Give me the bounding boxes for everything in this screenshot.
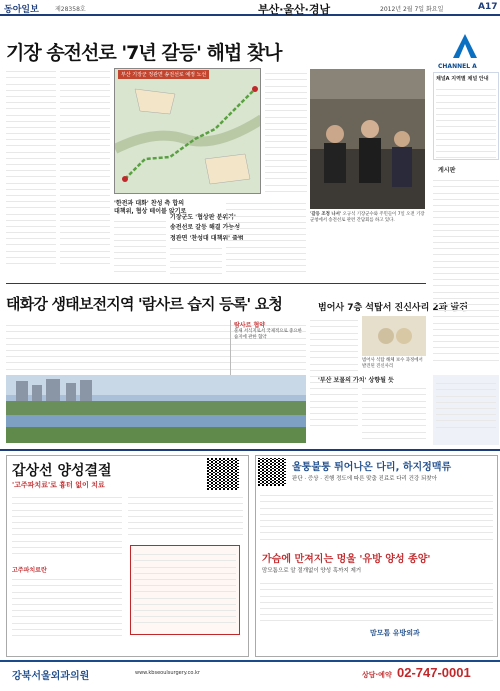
issue-date: 2012년 2월 7일 화요일 [380,6,444,13]
newspaper-logo: 동아일보 [4,5,39,15]
article1-subhead-4: 송전선로 갈등 해결 가능성 [170,224,241,231]
contact-box [433,375,499,445]
article1-subhead-5: 정관면 '찬성대 대책위' 출범 [170,235,244,242]
sarira-photo [362,316,426,356]
meeting-photo [310,69,425,209]
qr-code-left[interactable] [207,458,239,490]
article1-column-6 [265,68,307,193]
article1-subhead-1: '한전과 대화' 찬성 측 합의 [114,200,184,207]
divider-1 [6,283,426,284]
thyroid-subheadline: '고주파치료'로 흉터 없이 치료 [12,481,105,489]
breast-headline: 가슴에 만져지는 멍울 '유방 양성 종양' [262,554,431,565]
article1-subhead-2: 대책위, 협상 테이블 앉기로 [114,208,187,215]
thyroid-body-3 [128,492,243,542]
ad-divider [0,449,500,451]
mammotome-clinic: 맘모톰 유방외과 [370,629,420,637]
rfa-callout: 고주파치료란 [12,567,47,574]
hospital-name: 강북서울외과의원 [12,671,90,682]
section-title: 부산·울산·경남 [258,3,331,16]
notice-board-title: 게시판 [438,167,456,174]
headline-taehwa: 태화강 생태보전지역 '람사르 습지 등록' 요청 [6,295,283,313]
photo-caption-text: 오규석 기장군수와 주민들이 7일 오전 기장군청에서 송전선로 관련 간담회를 하고 있다. [310,212,425,223]
breast-subline: 맘모톰으로 알 절개없이 양성 혹까지 제거 [262,568,362,574]
headline-beomeosa: 범어사 7층 석탑서 진신사리 2과 발견 [318,303,468,313]
article1-column-3 [114,216,166,276]
channel-list [434,84,498,158]
channel-title: CHANNEL A [438,63,477,70]
ramsar-title: 람사르 협약 [234,322,266,329]
taehwa-river-photo [6,375,306,443]
ramsar-desc: 물새 서식지로서 국제적으로 중요한 습지에 관한 협약 [234,329,302,340]
channel-a-logo [443,32,487,62]
article1-column-4 [170,243,222,278]
varicose-subline: 판단 · 증상 · 진행 정도에 따른 맞춤 진료로 다리 건강 되찾아 [292,476,437,482]
sarira-caption: 범어사 석탑 해체 보수 과정에서 발견된 진신사리 [362,358,423,369]
ramsar-sidebox [230,320,306,380]
varicose-body [260,490,493,545]
article3-column-1 [310,315,358,430]
article3-subhead: '부산 보물의 가치' 상향될 듯 [318,377,394,384]
meeting-photo-caption [310,212,425,223]
map-label: 부산 기장군 정관면 송전선로 예정 노선 [118,70,209,79]
thyroid-info-lines [131,546,239,626]
varicose-headline: 울퉁불퉁 튀어나온 다리, 하지정맥류 [292,462,452,473]
notice-board-list [433,175,499,370]
contact-lines [433,375,499,431]
issue-number: 제28358호 [55,6,86,13]
article1-subhead-3: 기장군도 '협상판 분위기' [170,214,236,221]
meeting-photo-graphic [310,69,425,209]
breast-body [260,578,493,623]
thyroid-body-1 [12,492,122,562]
thyroid-body-2 [12,574,122,644]
thyroid-headline: 갑상선 양성결절 [12,463,112,479]
headline-main: 기장 송전선로 '7년 갈등' 해법 찾나 [6,42,282,64]
route-map [114,68,261,194]
article1-column-5 [226,198,306,278]
thyroid-info-box [130,545,240,635]
phone-number[interactable]: 02-747-0001 [397,665,471,680]
river-photo-graphic [6,375,306,443]
article3-column-2 [362,383,426,443]
map-graphic [115,69,261,194]
channel-guide-box [433,72,499,160]
photo-caption-title: '갈등 조정 나서' [310,212,342,217]
hospital-website[interactable]: www.kbseoulsurgery.co.kr [135,670,200,676]
page-number: A17 [478,2,498,12]
sarira-photo-graphic [362,316,426,356]
channel-subtitle: 채널A 지역별 채널 안내 [436,76,489,82]
article1-column-1 [6,66,56,266]
article1-column-2 [60,66,110,266]
qr-code-right[interactable] [258,458,286,486]
call-label: 상담·예약 [362,671,392,679]
